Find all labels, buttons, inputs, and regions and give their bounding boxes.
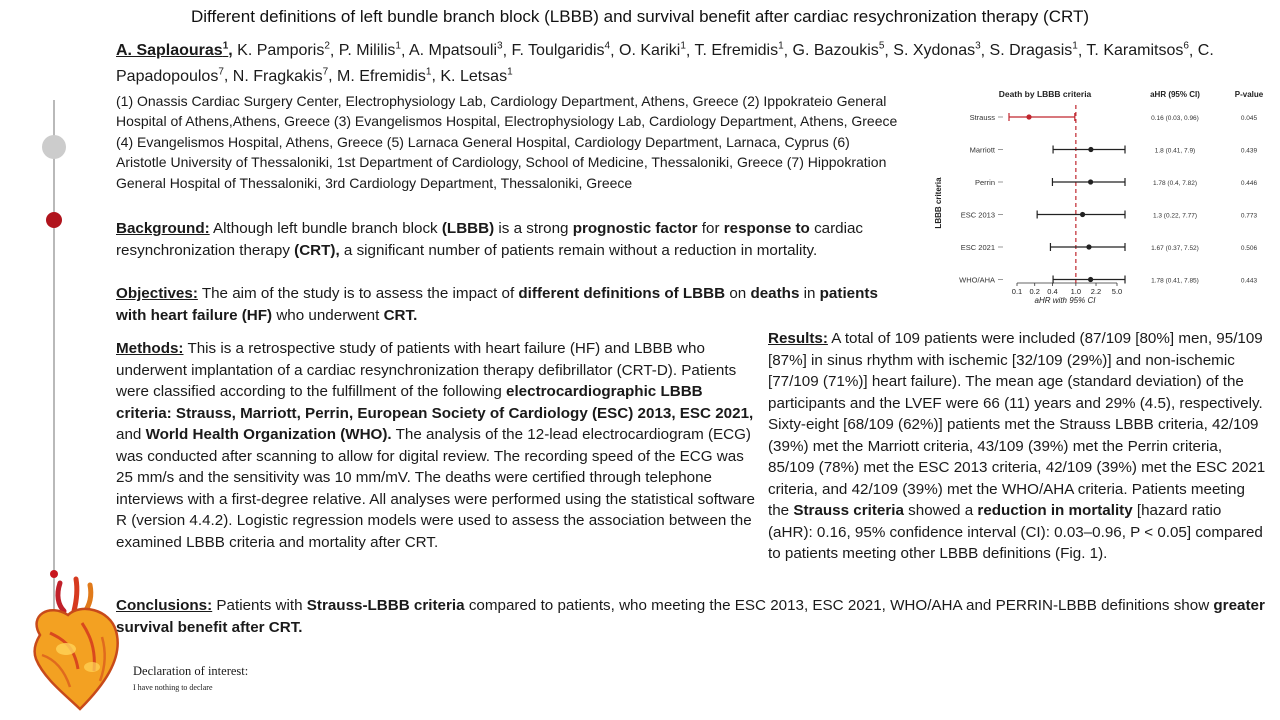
plot-y-axis-label: LBBB criteria: [934, 177, 943, 229]
row-label: Marriott: [969, 145, 995, 155]
p-value: 0.446: [1240, 180, 1258, 187]
declaration-text: I have nothing to declare: [133, 683, 213, 692]
x-tick-label: 5.0: [1111, 287, 1123, 296]
author-name: P. Mililis$^1$: [338, 41, 401, 60]
author-name: A. Mpatsouli$^3$: [408, 41, 503, 60]
timeline-dot-grey: [42, 135, 66, 159]
p-value: 0.443: [1240, 277, 1258, 285]
author-name: T. Efremidis$^1$: [694, 41, 784, 60]
heart-illustration-icon: [20, 575, 130, 715]
point-estimate: [1088, 147, 1093, 152]
author-name: F. Toulgaridis$^4$: [511, 41, 611, 60]
point-estimate: [1086, 244, 1091, 249]
conclusions-section: Conclusions: Patients with Strauss-LBBB criteria compared to patients, who meeting the ESC 2013, ESC 2021, WHO/AHA and PERRIN-LBBB definitions show greater survival benefit after CRT.: [116, 597, 1265, 636]
ci-text: 0.16 (0.03, 0.96): [1151, 115, 1199, 122]
p-value: 0.439: [1240, 147, 1258, 155]
poster-title: Different definitions of left bundle branch block (LBBB) and survival benefit after cardiac resychronization therapy (CRT): [191, 7, 1089, 26]
plot-x-axis-label: aHR with 95% CI: [1034, 296, 1096, 305]
p-value: 0.506: [1240, 245, 1258, 252]
author-name: K. Letsas$^1$: [440, 66, 513, 85]
point-estimate: [1088, 179, 1093, 184]
x-tick-label: 2.2: [1090, 287, 1102, 296]
results-heading: Results:: [768, 330, 828, 347]
forest-plot: [925, 85, 1270, 310]
author-list: [116, 36, 1266, 87]
coauthors: K. Pamporis$^2$, P. Mililis$^1$, A. Mpatsouli$^3$, F. Toulgaridis$^4$, O. Kariki$^1$, T. Efremidis$^1$, G. Bazoukis$^5$, S. Xydonas$^3$, S. Dragasis$^1$, T. Karamitsos$^6$, C. Papadopoulos$^7$, N. Fragkakis$^7$, M. Efremidis$^1$, K. Letsas$^1$: [116, 41, 1214, 85]
author-name: S. Xydonas$^3$: [893, 41, 981, 60]
x-tick-label: 0.4: [1047, 287, 1058, 296]
author-name: O. Kariki$^1$: [619, 41, 686, 60]
timeline-dot-red: [46, 212, 62, 228]
author-name: N. Fragkakis$^7$: [232, 66, 329, 85]
conclusions-heading: Conclusions:: [116, 597, 213, 614]
plot-title: Death by LBBB criteria: [998, 89, 1092, 99]
row-label: Strauss: [969, 113, 995, 122]
x-tick-label: 0.1: [1011, 287, 1023, 296]
ci-text: 1.78 (0.4, 7.82): [1152, 180, 1198, 187]
background-heading: Background:: [116, 220, 210, 237]
row-label: WHO/AHA: [959, 275, 995, 285]
author-name: K. Pamporis$^2$: [237, 41, 330, 60]
first-author: A. Saplaouras$^1$,: [116, 41, 233, 60]
methods-heading: Methods:: [116, 340, 184, 357]
ci-text: 1.78 (0.41, 7.85): [1151, 277, 1199, 285]
row-label: ESC 2021: [960, 243, 995, 252]
affiliations: (1) Onassis Cardiac Surgery Center, Electrophysiology Lab, Cardiology Department, Athens, Greece (2) Ippokrateio General Hospital of Athens,Athens, Greece (3) Evangelismos Hospital, Electrophysiology Lab, Cardiology Department, Athens, Greece (4) Evangelismos Hospital, Athens, Greece (5) Larnaca General Hospital, Cardiology Department, Larnaca, Cyprus (6) Aristotle University of Thessaloniki, 1st Department of Cardiology, School of Medicine, Thessaloniki, Greece (7) Hippokration General Hospital of Thessaloniki, 3rd Cardiology Department, Thessaloniki, Greece: [116, 93, 898, 191]
point-estimate: [1088, 277, 1093, 282]
plot-header-p: P-value: [1234, 90, 1264, 99]
results-section: Results: A total of 109 patients were included (87/109 [80%] men, 95/109 [87%] in sinus rhythm with ischemic [32/109 (29%)] and non-ischemic [77/109 (71%)] heart failure). The mean age (standard deviation) of the participants and the LVEF were 66 (11) years and 29% (4.5), respectively. Sixty-eight [68/109 (62%)] patients met the Strauss LBBB criteria, 42/109 (39%) met the Marriott criteria, 43/109 (39%) met the Perrin criteria, 85/109 (78%) met the ESC 2013 criteria, 42/109 (39%) met the ESC 2021 criteria, and 42/109 (39%) met the WHO/AHA criteria. Patients meeting the Strauss criteria showed a reduction in mortality [hazard ratio (aHR): 0.16, 95% confidence interval (CI): 0.03–0.96, P < 0.05] compared to patients meeting other LBBB definitions (Fig. 1).: [768, 330, 1266, 562]
p-value: 0.045: [1240, 115, 1258, 122]
x-tick-label: 1.0: [1070, 287, 1082, 296]
author-name: T. Karamitsos$^6$: [1086, 41, 1189, 60]
row-label: ESC 2013: [960, 210, 995, 220]
author-name: M. Efremidis$^1$: [337, 66, 432, 85]
author-name: C. Papadopoulos$^7$: [116, 42, 1214, 85]
author-name: S. Dragasis$^1$: [989, 41, 1078, 60]
point-estimate: [1080, 212, 1085, 217]
timeline-line: [53, 100, 55, 640]
declaration-of-interest: [133, 664, 248, 692]
p-value: 0.773: [1240, 212, 1258, 220]
background-section: Background: Although left bundle branch block (LBBB) is a strong prognostic factor for response to cardiac resynchronization therapy (CRT), a significant number of patients remain without a reduction in mortality.: [116, 220, 864, 259]
ci-text: 1.8 (0.41, 7.9): [1154, 147, 1196, 155]
objectives-section: Objectives: The aim of the study is to assess the impact of different definitions of LBBB on deaths in patients with heart failure (HF) who underwent CRT.: [116, 285, 878, 324]
x-tick-label: 0.2: [1029, 287, 1040, 296]
declaration-title: Declaration of interest:: [133, 664, 249, 678]
author-name: G. Bazoukis$^5$: [792, 41, 885, 60]
ci-text: 1.67 (0.37, 7.52): [1151, 245, 1199, 252]
point-estimate: [1026, 114, 1031, 119]
plot-header-ci: aHR (95% CI): [1150, 90, 1200, 99]
methods-section: Methods: This is a retrospective study of patients with heart failure (HF) and LBBB who underwent implantation of a cardiac resynchronization therapy defibrillator (CRT-D). Patients were classified according to the fulfillment of the following electrocardiographic LBBB criteria: Strauss, Marriott, Perrin, European Society of Cardiology (ESC) 2013, ESC 2021, and World Health Organization (WHO). The analysis of the 12-lead electrocardiogram (ECG) was conducted after scanning to allow for digital review. The recording speed of the ECG was 25 mm/s and the sensitivity was 10 mm/mV. The deaths were certified through telephone interviews with a first-degree relative. All analyses were performed using the statistical software R (version 4.4.2). Logistic regression models were used to assess the association between the examined LBBB criteria and mortality after CRT.: [116, 340, 755, 551]
row-label: Perrin: [974, 178, 995, 187]
ci-text: 1.3 (0.22, 7.77): [1152, 212, 1198, 220]
objectives-heading: Objectives:: [116, 285, 198, 302]
